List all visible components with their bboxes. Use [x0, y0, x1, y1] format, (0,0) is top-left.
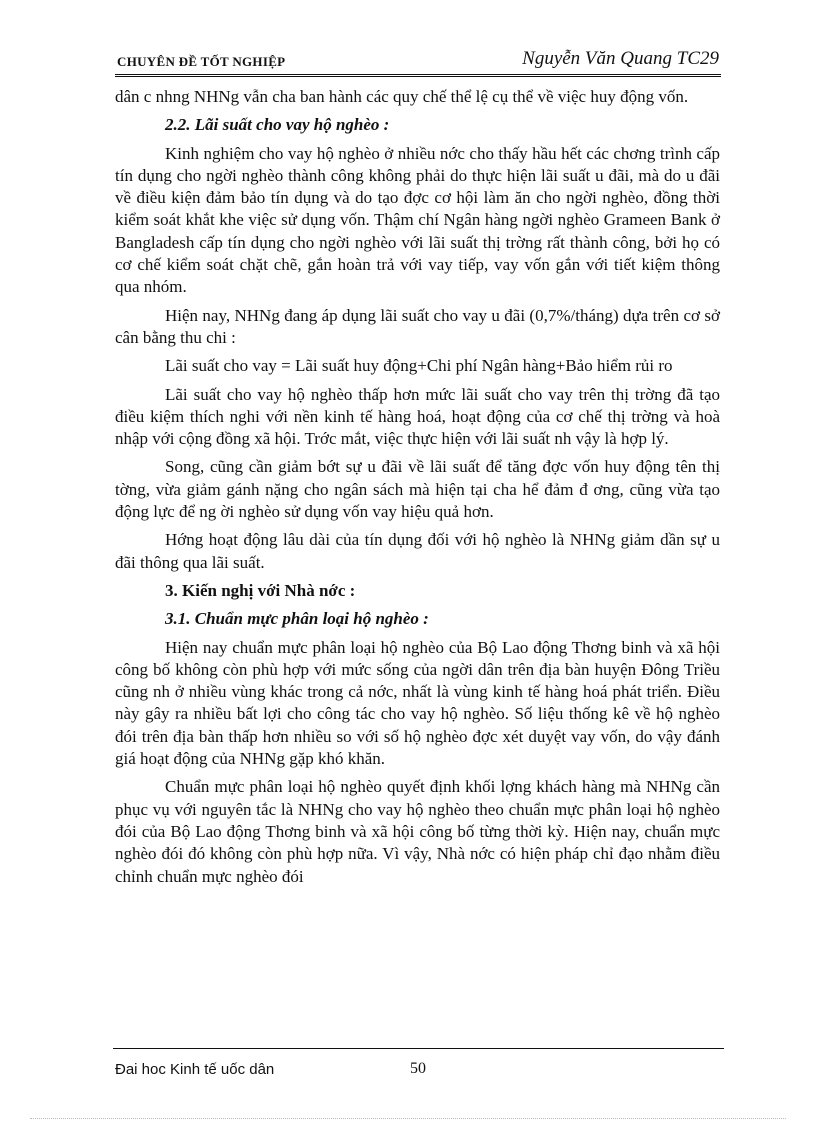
paragraph: Hiện nay, NHNg đang áp dụng lãi suất cho vay u đãi (0,7%/tháng) dựa trên cơ sở cân bằng thu chi : — [115, 305, 720, 347]
paragraph: Lãi suất cho vay hộ nghèo thấp hơn mức lãi suất cho vay trên thị trờng đã tạo điều kiệm thích nghi với nền kinh tế hàng hoá, hoạt động của cơ chế thị trờng và hoà nhập với cộng đồng xã hội. Trớc mắt, việc thực hiện với lãi suất nh vậy là hợp lý. — [115, 384, 720, 449]
footer-institution: Đai hoc Kinh tế uốc dân — [115, 1061, 275, 1078]
page-number: 50 — [410, 1060, 426, 1077]
heading-3: 3. Kiến nghị với Nhà nớc : — [165, 580, 356, 600]
page-edge-dots — [30, 1118, 786, 1119]
paragraph: Kinh nghiệm cho vay hộ nghèo ở nhiều nớc cho thấy hầu hết các chơng trình cấp tín dụng cho ngời nghèo thành công không phải do thực hiện lãi suất u đãi, mà do u đãi về điều kiện đảm bảo tín dụng và do tạo đợc cơ hội làm ăn cho ngời nghèo, đồng thời kiểm soát khắt khe việc sử dụng vốn. Thậm chí Ngân hàng ngời nghèo Grameen Bank ở Bangladesh cấp tín dụng cho ngời nghèo với lãi suất thị trờng rất thành công, bởi họ có cơ chế kiểm soát chặt chẽ, gắn hoàn trả với vay tiếp, vay vốn gắn với tiết kiệm thông qua nhóm. — [115, 143, 720, 297]
paragraph: Chuẩn mực phân loại hộ nghèo quyết định khối lợng khách hàng mà NHNg cần phục vụ với nguyên tắc là NHNg cho vay hộ nghèo theo chuẩn mực phân loại hộ nghèo đói của Bộ Lao động Thơng binh và xã hội công bố từng thời kỳ. Hiện nay, chuẩn mực nghèo đói đó không còn phù hợp nữa. Vì vậy, Nhà nớc có hiện pháp chỉ đạo nhằm điều chỉnh chuẩn mực nghèo đói — [115, 777, 720, 886]
heading-3-1: 3.1. Chuẩn mực phân loại hộ nghèo : — [165, 609, 429, 629]
footer-rule — [113, 1048, 724, 1049]
header-rule — [115, 74, 721, 80]
heading-2-2: 2.2. Lãi suất cho vay hộ nghèo : — [165, 115, 390, 135]
page-header — [117, 48, 719, 74]
document-body — [115, 86, 720, 894]
header-title: CHUYÊN ĐỀ TỐT NGHIỆP — [117, 54, 286, 69]
paragraph: Hớng hoạt động lâu dài của tín dụng đối với hộ nghèo là NHNg giảm dần sự u đãi thông qua lãi suất. — [115, 530, 720, 572]
paragraph: Song, cũng cần giảm bớt sự u đãi về lãi suất để tăng đợc vốn huy động tên thị tờng, vừa giảm gánh nặng cho ngân sách mà hiện tại cha hể đảm đ ơng, cũng vừa tạo động lực để ng ời nghèo sử dụng vốn vay hiệu quả hơn. — [115, 457, 720, 522]
formula-line: Lãi suất cho vay = Lãi suất huy động+Chi phí Ngân hàng+Bảo hiểm rủi ro — [165, 356, 673, 376]
header-author: Nguyễn Văn Quang TC29 — [522, 48, 719, 69]
paragraph: Hiện nay chuẩn mực phân loại hộ nghèo của Bộ Lao động Thơng binh và xã hội công bố không còn phù hợp với mức sống của ngời dân trên địa bàn huyện Đông Triều cũng nh ở nhiều vùng khác trong cả nớc, nhất là vùng kinh tế hàng hoá phát triển. Điều này gây ra nhiều bất lợi cho công tác cho vay hộ nghèo. Số liệu thống kê về hộ nghèo đói trên địa bàn thấp hơn nhiều so với số hộ nghèo đợc xét duyệt vay vốn, do vậy đánh giá hoạt động của NHNg gặp khó khăn. — [115, 637, 720, 769]
paragraph-continuation: dân c nhng NHNg vẫn cha ban hành các quy chế thể lệ cụ thể về việc huy động vốn. — [115, 87, 689, 106]
